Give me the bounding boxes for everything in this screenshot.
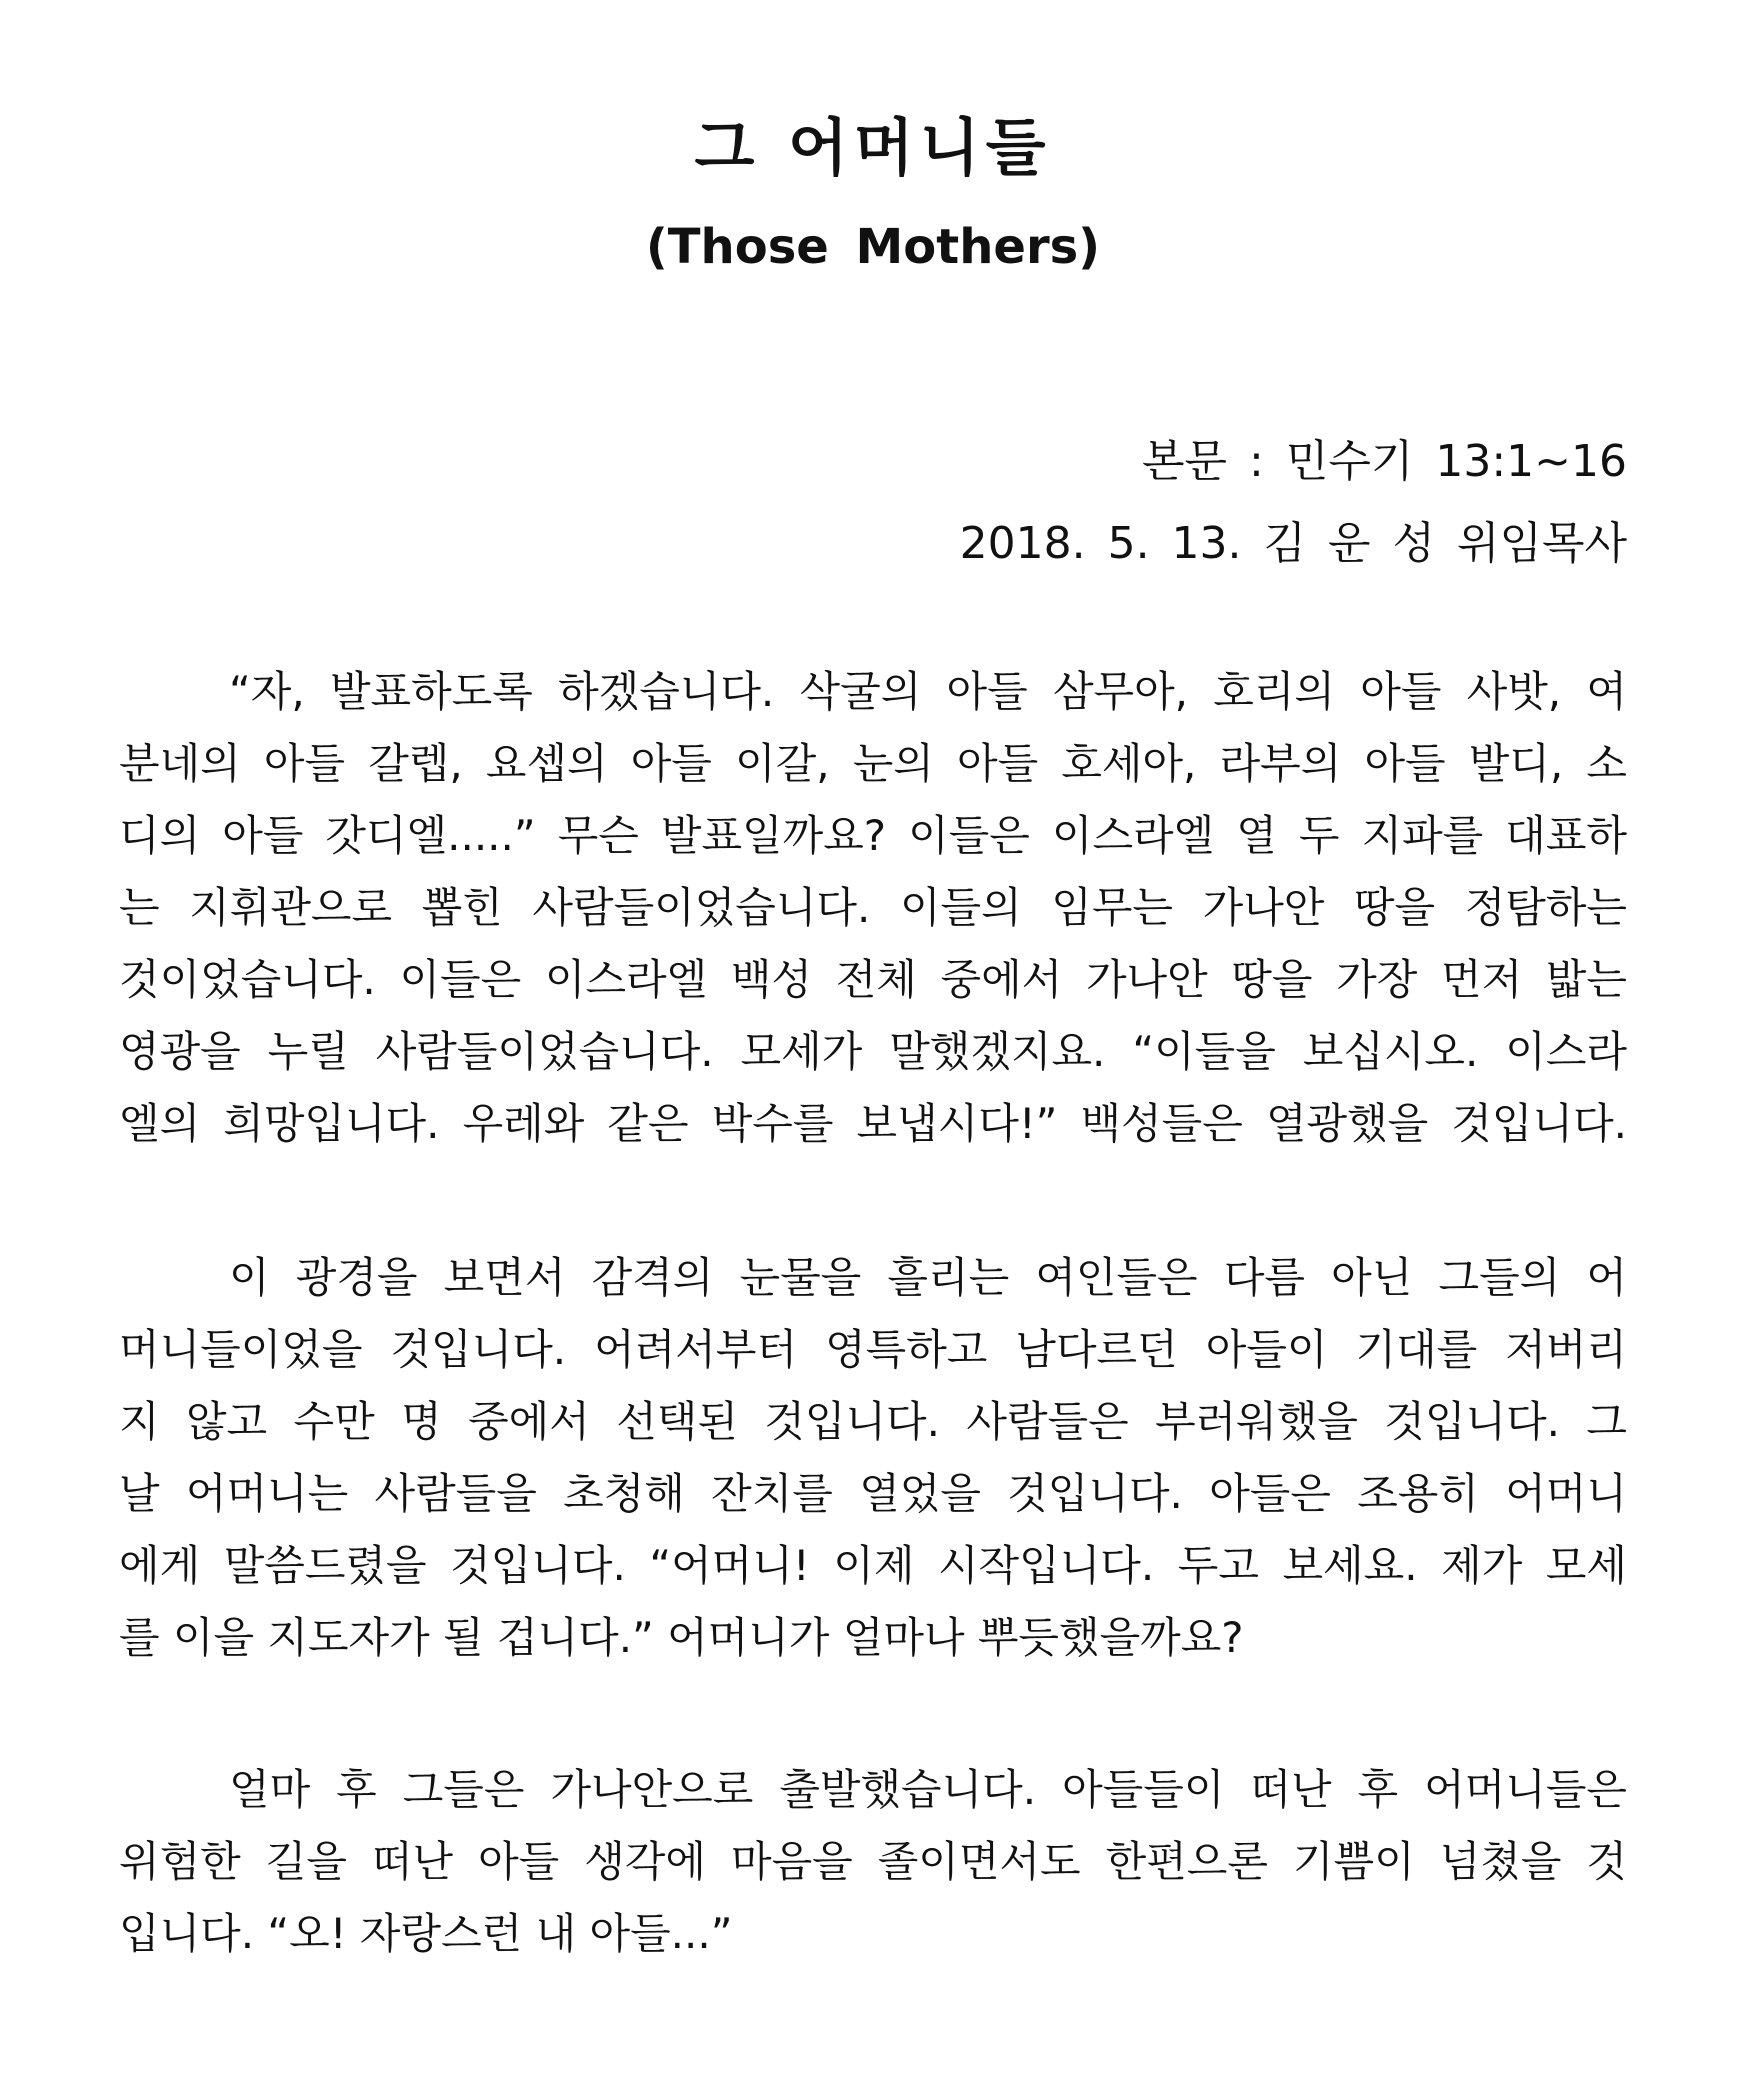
paragraph-line: 날 어머니는 사람들을 초청해 잔치를 열었을 것입니다. 아들은 조용히 어머니 <box>119 1469 1627 1518</box>
paragraph-line: 것이었습니다. 이들은 이스라엘 백성 전체 중에서 가나안 땅을 가장 먼저 밟는 <box>119 955 1627 1004</box>
scripture-reference: 본문 : 민수기 13:1~16 <box>1142 436 1627 487</box>
date-and-author: 2018. 5. 13. 김 운 성 위임목사 <box>959 518 1627 569</box>
sermon-subtitle: (Those Mothers) <box>645 219 1101 275</box>
sermon-title: 그 어머니들 <box>694 111 1052 184</box>
paragraph-line: 지 않고 수만 명 중에서 선택된 것입니다. 사람들은 부러워했을 것입니다. 그 <box>119 1397 1627 1446</box>
paragraph-line: 디의 아들 갓디엘.....” 무슨 발표일까요? 이들은 이스라엘 열 두 지파를 대표하 <box>119 811 1627 860</box>
paragraph-line: 머니들이었을 것입니다. 어려서부터 영특하고 남다르던 아들이 기대를 저버리 <box>119 1325 1627 1374</box>
paragraph-line: 위험한 길을 떠난 아들 생각에 마음을 졸이면서도 한편으론 기쁨이 넘쳤을 것 <box>119 1837 1627 1886</box>
paragraph-line: 엘의 희망입니다. 우레와 같은 박수를 보냅시다!” 백성들은 열광했을 것입니다. <box>119 1099 1627 1148</box>
paragraph-line: 영광을 누릴 사람들이었습니다. 모세가 말했겠지요. “이들을 보십시오. 이스라 <box>119 1027 1627 1076</box>
paragraph-line: 는 지휘관으로 뽑힌 사람들이었습니다. 이들의 임무는 가나안 땅을 정탐하는 <box>119 883 1627 932</box>
paragraph-line: 입니다. “오! 자랑스런 내 아들...” <box>119 1909 733 1958</box>
paragraph-line: 얼마 후 그들은 가나안으로 출발했습니다. 아들들이 떠난 후 어머니들은 <box>229 1765 1627 1814</box>
paragraph-3 <box>119 1754 1627 1970</box>
paragraph-2 <box>119 1242 1627 1674</box>
paragraph-line: 분네의 아들 갈렙, 요셉의 아들 이갈, 눈의 아들 호세아, 라부의 아들 발디, 소 <box>119 739 1627 788</box>
paragraph-line: 이 광경을 보면서 감격의 눈물을 흘리는 여인들은 다름 아닌 그들의 어 <box>229 1253 1627 1302</box>
paragraph-line: 를 이을 지도자가 될 겁니다.” 어머니가 얼마나 뿌듯했을까요? <box>119 1613 1244 1662</box>
paragraph-1 <box>119 656 1627 1160</box>
paragraph-line: “자, 발표하도록 하겠습니다. 삭굴의 아들 삼무아, 호리의 아들 사밧, 여 <box>229 667 1627 716</box>
paragraph-line: 에게 말씀드렸을 것입니다. “어머니! 이제 시작입니다. 두고 보세요. 제가 모세 <box>119 1541 1627 1590</box>
